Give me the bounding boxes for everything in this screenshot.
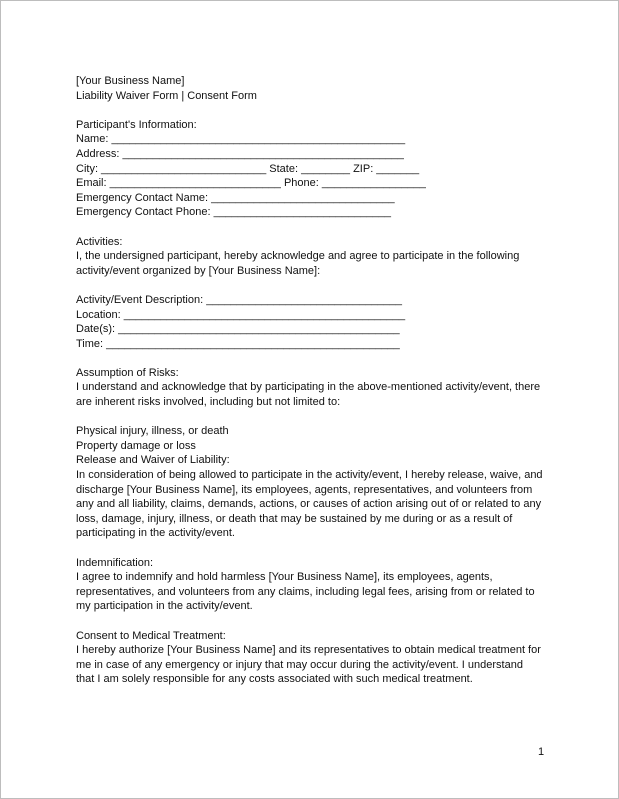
indemnification-text-line: I agree to indemnify and hold harmless [Your Business Name], its employees, agents, [76, 571, 493, 584]
activities-text-line: activity/event organized by [Your Business Name]: [76, 264, 321, 277]
risk-item: Property damage or loss [76, 439, 196, 452]
activities-text-line: I, the undersigned participant, hereby acknowledge and agree to participate in the following [76, 250, 520, 263]
medical-heading: Consent to Medical Treatment: [76, 629, 226, 642]
release-text-line: any and all liability, claims, demands, actions, or causes of action arising out of or related to any [76, 498, 542, 511]
risk-item: Physical injury, illness, or death [76, 425, 229, 438]
dates-field: Date(s): ______________________________________________ [76, 323, 400, 336]
release-heading: Release and Waiver of Liability: [76, 454, 230, 467]
medical-text-line: that I am solely responsible for any costs associated with such medical treatment. [76, 673, 473, 686]
risks-text-line: I understand and acknowledge that by participating in the above-mentioned activity/event, there [76, 381, 541, 394]
release-text-line: loss, damage, injury, illness, or death that may be sustained by me during or as a result of [76, 512, 513, 525]
email-phone-field: Email: ____________________________ Phone: _________________ [76, 177, 426, 190]
emergency-contact-phone-field: Emergency Contact Phone: _____________________________ [76, 206, 391, 219]
address-field: Address: ______________________________________________ [76, 147, 404, 160]
activity-description-field: Activity/Event Description: ________________________________ [76, 293, 402, 306]
participant-heading: Participant's Information: [76, 118, 197, 131]
risks-text-line: are inherent risks involved, including but not limited to: [76, 396, 341, 409]
page-number: 1 [538, 746, 545, 758]
medical-text-line: I hereby authorize [Your Business Name] and its representatives to obtain medical treatment for [76, 644, 541, 657]
release-text-line: discharge [Your Business Name], its employees, agents, representatives, and volunteers from [76, 483, 533, 496]
indemnification-heading: Indemnification: [76, 556, 154, 569]
name-field: Name: ________________________________________________ [76, 133, 406, 146]
time-field: Time: ________________________________________________ [76, 337, 400, 350]
location-field: Location: ______________________________________________ [76, 308, 406, 321]
release-text-line: In consideration of being allowed to participate in the activity/event, I hereby release, waive, and [76, 469, 543, 482]
city-state-zip-field: City: ___________________________ State: ________ ZIP: _______ [76, 162, 420, 175]
indemnification-text-line: representatives, and volunteers from any claims, including legal fees, arising from or related to [76, 585, 535, 598]
form-title: Liability Waiver Form | Consent Form [76, 89, 257, 102]
release-text-line: participating in the activity/event. [76, 527, 235, 540]
risks-heading: Assumption of Risks: [76, 366, 179, 379]
document-body [76, 74, 551, 687]
medical-text-line: me in case of any emergency or injury that may occur during the activity/event. I understand [76, 658, 523, 671]
emergency-contact-name-field: Emergency Contact Name: ______________________________ [76, 191, 395, 204]
activities-heading: Activities: [76, 235, 123, 248]
business-name: [Your Business Name] [76, 75, 185, 87]
indemnification-text-line: my participation in the activity/event. [76, 600, 253, 613]
